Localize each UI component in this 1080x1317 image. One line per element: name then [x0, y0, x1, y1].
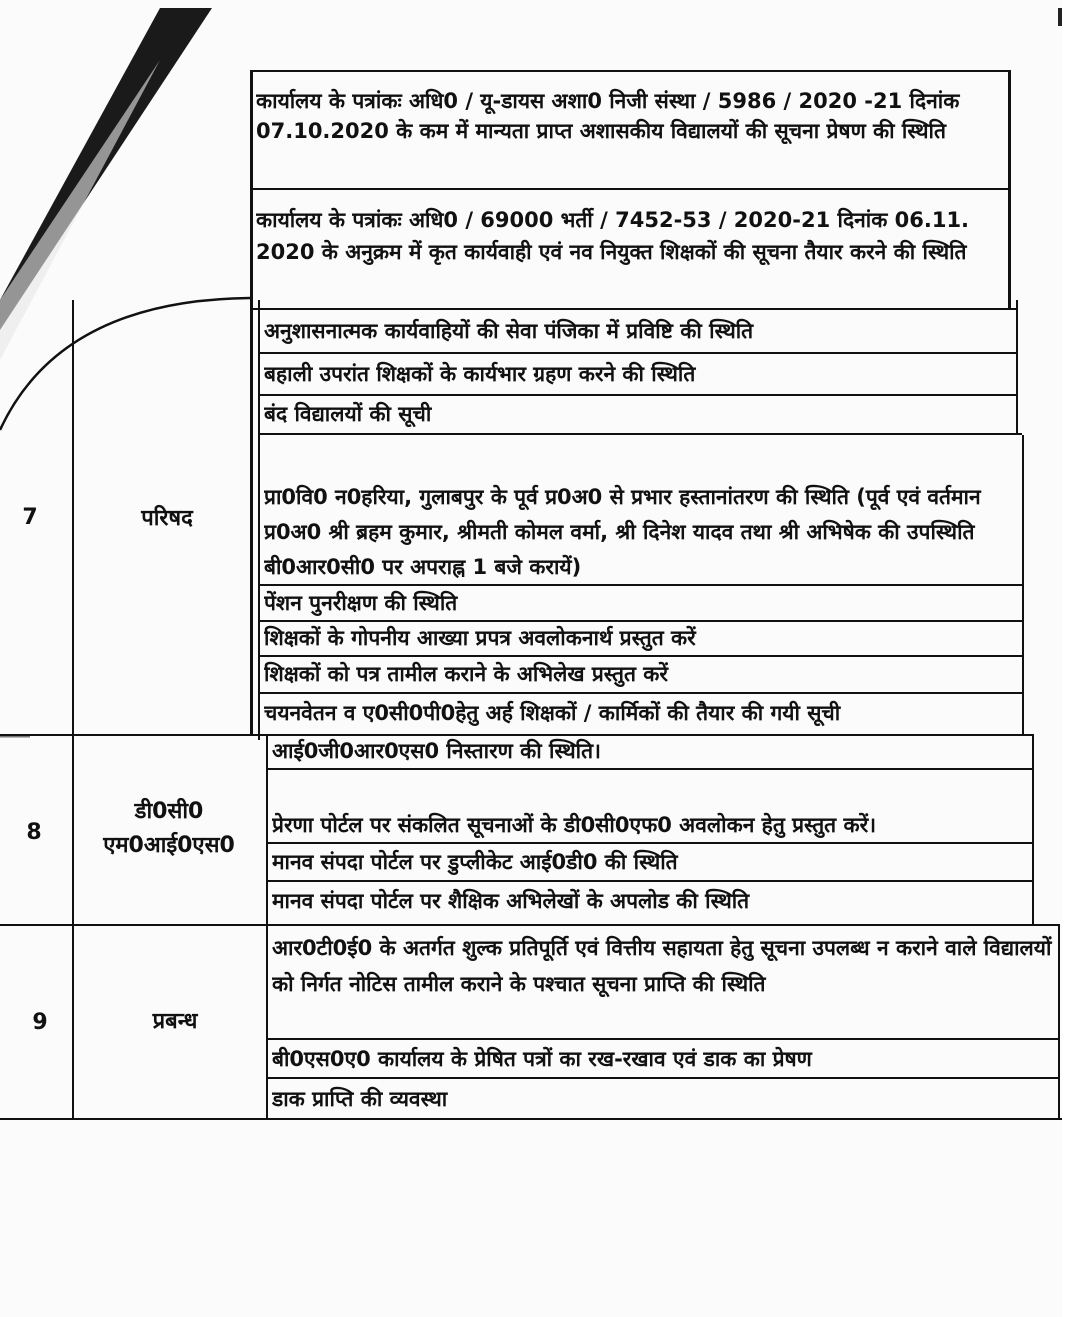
table-row: शिक्षकों के गोपनीय आख्या प्रपत्र अवलोकनार्थ प्रस्तुत करें — [264, 626, 696, 650]
grid-line — [266, 842, 1032, 844]
table-row: अनुशासनात्मक कार्यवाहियों की सेवा पंजिका में प्रविष्टि की स्थिति — [264, 319, 754, 343]
grid-line — [250, 188, 1010, 190]
table-row: प्रेरणा पोर्टल पर संकलित सूचनाओं के डी0सी0एफ0 अवलोकन हेतु प्रस्तुत करें। — [272, 813, 877, 837]
category-label: परिषद — [141, 506, 193, 531]
grid-line — [1058, 925, 1060, 1120]
table-row: मानव संपदा पोर्टल पर डुप्लीकेट आई0डी0 की स्थिति — [272, 850, 678, 874]
grid-line — [1016, 300, 1018, 435]
table-row: डाक प्राप्ति की व्यवस्था — [272, 1087, 448, 1111]
table-row: शिक्षकों को पत्र तामील कराने के अभिलेख प्रस्तुत करें — [264, 662, 668, 686]
grid-line — [1008, 70, 1011, 310]
serial-number: 7 — [22, 505, 38, 530]
category-label: डी0सी0 — [134, 799, 204, 824]
table-row: चयनवेतन व ए0सी0पी0हेतु अर्ह शिक्षकों / कार्मिकों की तैयार की गयी सूची — [264, 701, 841, 725]
table-row: आई0जी0आर0एस0 निस्तारण की स्थिति। — [272, 739, 602, 763]
table-row: मानव संपदा पोर्टल पर शैक्षिक अभिलेखों के अपलोड की स्थिति — [272, 889, 750, 913]
table-row: बहाली उपरांत शिक्षकों के कार्यभार ग्रहण करने की स्थिति — [264, 362, 696, 386]
grid-line — [0, 1118, 1062, 1120]
grid-line — [250, 308, 1016, 310]
grid-line — [250, 70, 1010, 72]
grid-line — [258, 394, 1018, 396]
table-row: पेंशन पुनरीक्षण की स्थिति — [264, 591, 458, 615]
grid-line — [266, 1038, 1060, 1040]
serial-number: 9 — [32, 1010, 48, 1035]
page-margin — [1062, 0, 1080, 1317]
table-row: प्रा0वि0 न0हरिया, गुलाबपुर के पूर्व प्र0अ0 से प्रभार हस्तानांतरण की स्थिति (पूर्व एवं वर्तमान प्र0अ0 श्री ब्रहम कुमार, श्रीमती कोमल वर्मा, श्री दिनेश यादव तथा श्री अभिषेक की उपस्थिति बी0आर0सी0 पर अपराह्न 1 बजे करायें) — [264, 485, 981, 579]
grid-line — [266, 1077, 1060, 1079]
grid-line — [72, 300, 74, 1120]
grid-line — [1032, 735, 1034, 925]
category-label: एम0आई0एस0 — [103, 833, 235, 858]
table-row: कार्यालय के पत्रांकः अधि0 / 69000 भर्ती / 7452-53 / 2020-21 दिनांक 06.11. 2020 के अनुक्रम में कृत कार्यवाही एवं नव नियुक्त शिक्षकों की सूचना तैयार करने की स्थिति — [256, 208, 970, 264]
edge-mark — [1058, 8, 1062, 26]
table-row: बंद विद्यालयों की सूची — [264, 402, 432, 426]
grid-line — [258, 433, 1022, 435]
grid-line — [1022, 435, 1024, 735]
grid-line — [258, 352, 1018, 354]
serial-number: 8 — [26, 820, 42, 845]
grid-line — [258, 692, 1022, 694]
grid-line — [250, 70, 253, 735]
grid-line — [0, 924, 1060, 926]
table-row: कार्यालय के पत्रांकः अधि0 / यू-डायस अशा0 निजी संस्था / 5986 / 2020 -21 दिनांक 07.10.2020 के कम में मान्यता प्राप्त अशासकीय विद्यालयों की सूचना प्रेषण की स्थिति — [256, 89, 960, 143]
category-label: प्रबन्ध — [152, 1009, 198, 1034]
grid-line — [266, 880, 1032, 882]
table-row: आर0टी0ई0 के अतर्गत शुल्क प्रतिपूर्ति एवं वित्तीय सहायता हेतु सूचना उपलब्ध न कराने वाले विद्यालयों को निर्गत नोटिस तामील कराने के पश्चात सूचना प्राप्ति की स्थिति — [272, 936, 1052, 996]
page-fold-shadow — [0, 0, 260, 740]
grid-line — [266, 768, 1032, 770]
table-row: बी0एस0ए0 कार्यालय के प्रेषित पत्रों का रख-रखाव एवं डाक का प्रेषण — [272, 1047, 812, 1071]
grid-line — [266, 735, 268, 1120]
